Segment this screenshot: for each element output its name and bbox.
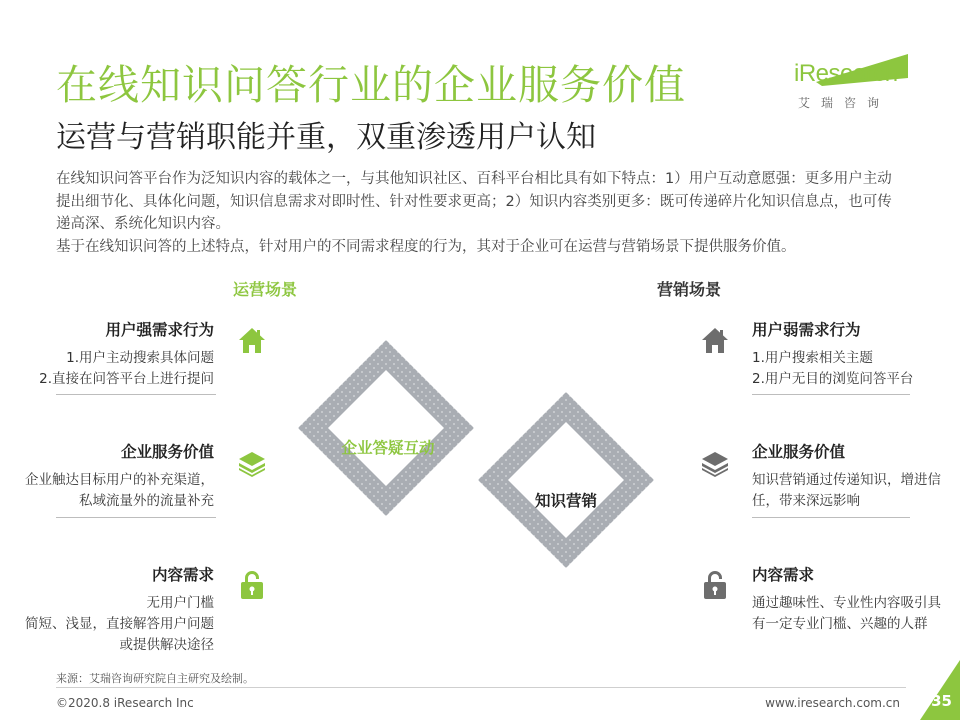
intro-paragraph-1: 在线知识问答平台作为泛知识内容的载体之一，与其他知识社区、百科平台相比具有如下特点：1）用户互动意愿强：更多用户主动提出细节化、具体化问题，知识信息需求对即时性、针对性要求更高；2）知识内容类别更多：既可传递碎片化知识信息点，也可传递高深、系统化知识内容。 xyxy=(56,171,892,232)
website: www.iresearch.com.cn xyxy=(765,696,900,710)
block-line: 通过趣味性、专业性内容吸引具 xyxy=(752,595,941,611)
page-number: 35 xyxy=(931,692,952,710)
logo-wordmark: iResearch xyxy=(794,60,898,87)
corner-decoration xyxy=(920,660,960,720)
logo-chinese: 艾瑞咨询 xyxy=(798,96,891,110)
block-line: 私域流量外的流量补充 xyxy=(79,493,214,509)
block-heading: 企业服务价值 xyxy=(752,443,846,461)
unlock-icon xyxy=(237,570,267,600)
operations-block-demand xyxy=(0,318,214,390)
operations-block-value xyxy=(0,440,214,512)
diamond-graphic xyxy=(288,330,698,610)
divider xyxy=(56,517,216,518)
marketing-block-demand xyxy=(752,318,952,390)
block-line: 有一定专业门槛、兴趣的人群 xyxy=(752,616,928,632)
page-title: 在线知识问答行业的企业服务价值 xyxy=(56,61,686,109)
house-icon xyxy=(237,325,267,355)
diamond-left-label: 企业答疑互动 xyxy=(341,439,435,457)
unlock-icon xyxy=(700,570,730,600)
block-heading: 企业服务价值 xyxy=(120,443,214,461)
marketing-block-value xyxy=(752,440,952,512)
block-line: 无用户门槛 xyxy=(146,595,214,611)
block-heading: 内容需求 xyxy=(151,566,214,584)
operations-title: 运营场景 xyxy=(233,280,298,299)
block-heading: 内容需求 xyxy=(752,566,815,584)
divider xyxy=(752,394,910,395)
block-line: 2.用户无目的浏览问答平台 xyxy=(752,371,914,387)
divider xyxy=(56,394,216,395)
block-line: 任，带来深远影响 xyxy=(752,493,860,509)
block-line: 简短、浅显，直接解答用户问题 xyxy=(25,616,214,632)
operations-block-content xyxy=(0,563,214,656)
layers-icon xyxy=(700,448,730,478)
block-heading: 用户强需求行为 xyxy=(105,321,214,339)
marketing-block-content xyxy=(752,563,952,635)
block-line: 2.直接在问答平台上进行提问 xyxy=(39,371,214,387)
house-icon xyxy=(700,325,730,355)
footer-divider xyxy=(56,687,906,688)
page-subtitle: 运营与营销职能并重，双重渗透用户认知 xyxy=(56,120,596,155)
diamond-right xyxy=(478,392,654,568)
diamond-left xyxy=(298,340,474,516)
block-line: 1.用户搜索相关主题 xyxy=(752,350,873,366)
iresearch-logo xyxy=(792,52,912,112)
layers-icon xyxy=(237,448,267,478)
divider xyxy=(752,517,910,518)
block-line: 知识营销通过传递知识，增进信 xyxy=(752,472,941,488)
intro-paragraph-2: 基于在线知识问答的上述特点，针对用户的不同需求程度的行为，其对于企业可在运营与营销场景下提供服务价值。 xyxy=(56,238,796,255)
source-note: 来源：艾瑞咨询研究院自主研究及绘制。 xyxy=(56,672,254,685)
block-line: 或提供解决途径 xyxy=(119,637,214,653)
block-line: 1.用户主动搜索具体问题 xyxy=(66,350,214,366)
intro-text xyxy=(56,168,906,258)
marketing-title: 营销场景 xyxy=(657,280,722,299)
block-line: 企业触达目标用户的补充渠道， xyxy=(25,472,214,488)
block-heading: 用户弱需求行为 xyxy=(752,321,861,339)
copyright: ©2020.8 iResearch Inc xyxy=(56,696,194,710)
diamond-right-label: 知识营销 xyxy=(534,492,597,510)
